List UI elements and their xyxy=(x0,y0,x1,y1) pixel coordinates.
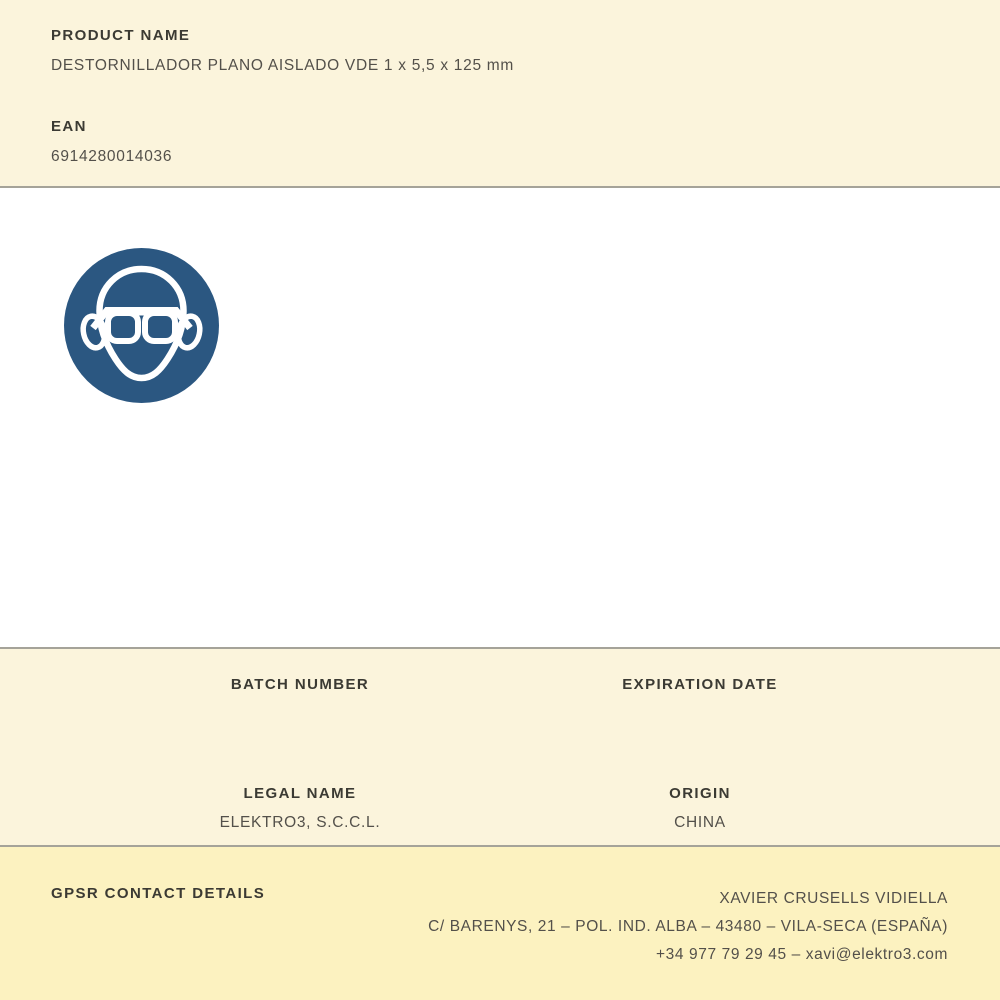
product-name-field xyxy=(51,27,949,75)
wear-eye-protection-icon xyxy=(64,248,1000,403)
product-name-value: DESTORNILLADOR PLANO AISLADO VDE 1 x 5,5 x 125 mm xyxy=(51,57,514,74)
legal-name-label: LEGAL NAME xyxy=(243,785,357,802)
origin-cell xyxy=(500,785,900,832)
batch-number-value xyxy=(100,704,500,723)
expiration-date-label: EXPIRATION DATE xyxy=(622,676,778,693)
details-grid xyxy=(100,676,900,832)
legal-name-value: ELEKTRO3, S.C.C.L. xyxy=(219,814,381,831)
ean-label: EAN xyxy=(51,118,87,135)
legal-name-cell xyxy=(100,785,500,832)
expiration-date-cell xyxy=(500,676,900,723)
ean-field xyxy=(51,118,949,166)
gpsr-contact-details-label: GPSR CONTACT DETAILS xyxy=(51,885,266,902)
gpsr-contact-name: XAVIER CRUSELLS VIDIELLA xyxy=(719,890,948,907)
product-name-label: PRODUCT NAME xyxy=(51,27,191,44)
batch-number-cell xyxy=(100,676,500,723)
gpsr-contact-address: C/ BARENYS, 21 – POL. IND. ALBA – 43480 – VILA-SECA (ESPAÑA) xyxy=(428,918,948,935)
product-details-section xyxy=(0,649,1000,847)
ean-value: 6914280014036 xyxy=(51,148,173,165)
origin-label: ORIGIN xyxy=(669,785,731,802)
safety-pictogram-section xyxy=(0,188,1000,649)
origin-value: CHINA xyxy=(674,814,726,831)
gpsr-contact-phone-email: +34 977 79 29 45 – xavi@elektro3.com xyxy=(656,946,948,963)
expiration-date-value xyxy=(500,704,900,723)
product-header-section xyxy=(0,0,1000,188)
gpsr-contact-section xyxy=(0,847,1000,1000)
batch-number-label: BATCH NUMBER xyxy=(230,676,370,693)
gpsr-contact-info xyxy=(428,885,948,969)
